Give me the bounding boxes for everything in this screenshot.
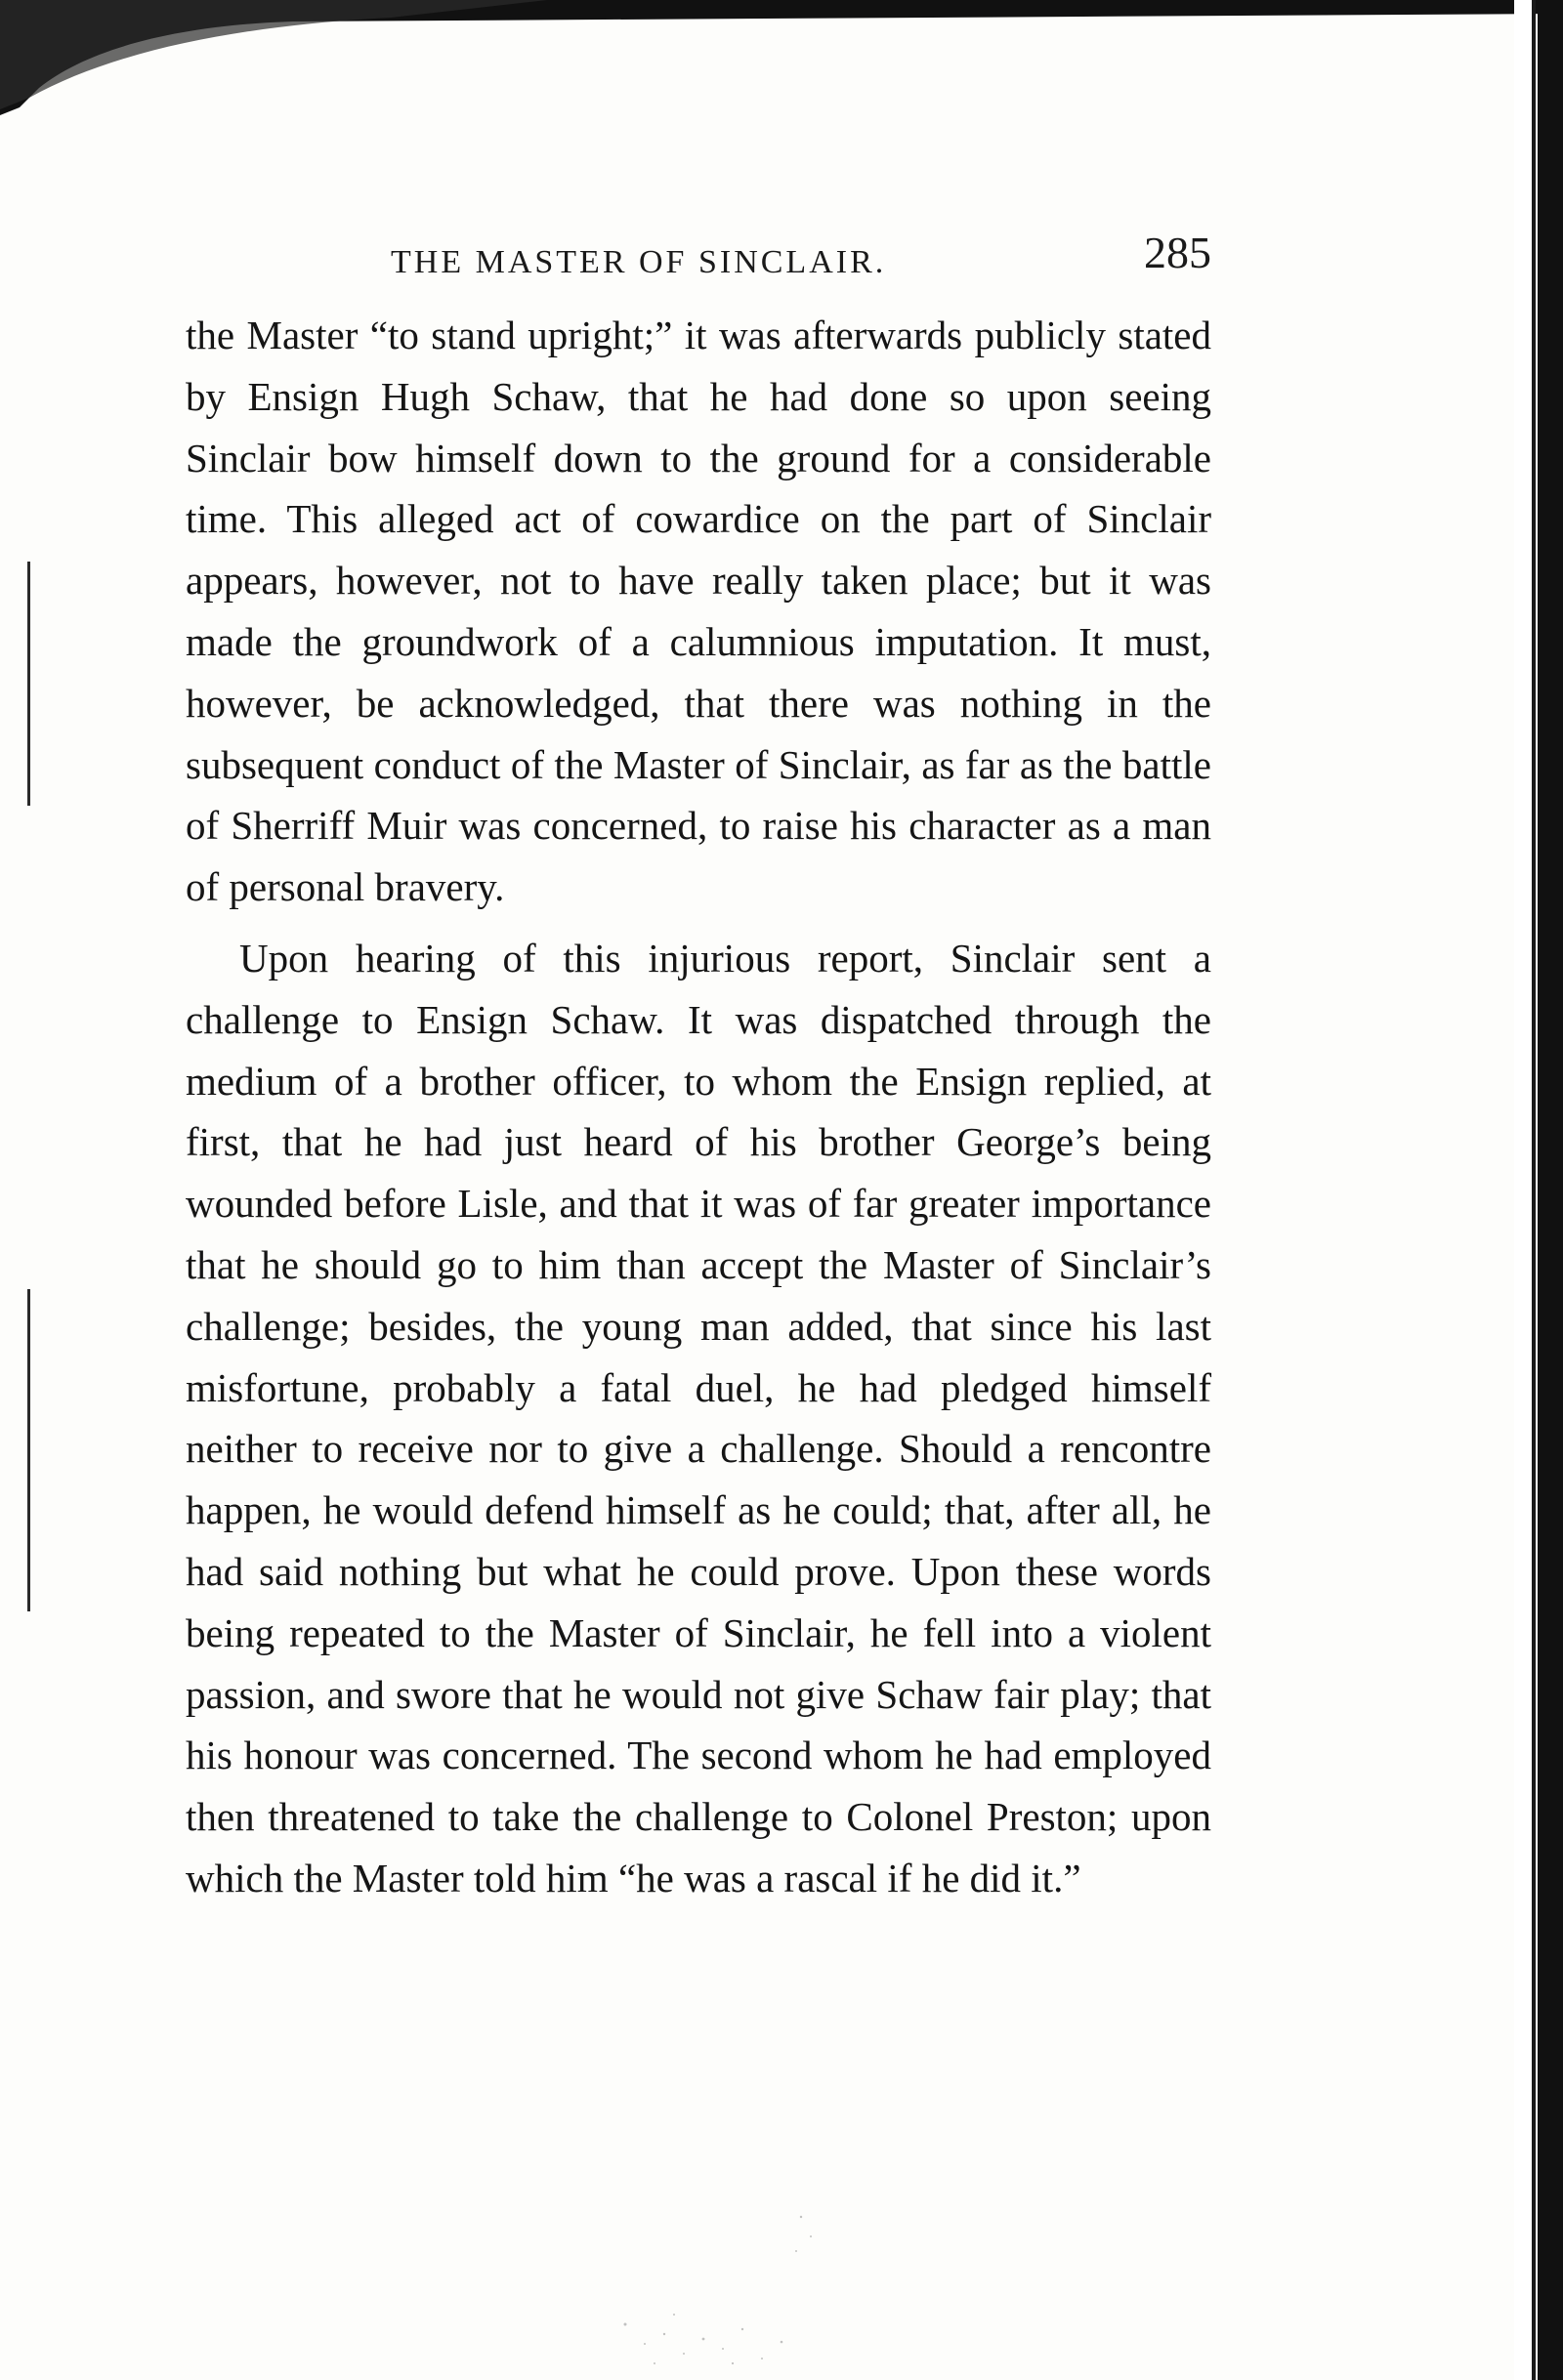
running-title: THE MASTER OF SINCLAIR. — [391, 244, 887, 280]
scan-shadow-top — [0, 0, 1563, 117]
scan-speckle — [586, 2178, 840, 2373]
margin-mark-2 — [27, 1289, 30, 1611]
body-text — [186, 305, 1211, 1909]
scan-shadow-right — [1514, 0, 1563, 2380]
paragraph-2: Upon hearing of this injurious report, Sinclair sent a challenge to Ensign Schaw. It was dispatched through the medium of a brother officer, to whom the Ensign replied, at first, that he had just heard of his brother George’s being wounded before Lisle, and that it was of far greater importance that he should go to him than accept the Master of Sinclair’s challenge; besides, the young man added, that since his last misfortune, probably a fatal duel, he had pledged himself neither to receive nor to give a challenge. Should a rencontre happen, he would defend himself as he could; that, after all, he had said nothing but what he could prove. Upon these words being repeated to the Master of Sinclair, he fell into a violent passion, and swore that he would not give Schaw fair play; that his honour was concerned. The second whom he had employed then threatened to take the challenge to Colonel Preston; upon which the Master told him “he was a rascal if he did it.” — [186, 935, 1211, 1900]
running-head — [186, 227, 1211, 295]
margin-mark-1 — [27, 562, 30, 806]
page-number: 285 — [1144, 228, 1211, 277]
paragraph-1: the Master “to stand upright;” it was afterwards publicly stated by Ensign Hugh Schaw, that he had done so upon seeing Sinclair bow himself down to the ground for a considerable time. This alleged act of cowardice on the part of Sinclair appears, however, not to have really taken place; but it was made the groundwork of a calumnious imputation. It must, however, be acknowledged, that there was nothing in the subsequent conduct of the Master of Sinclair, as far as the battle of Sherriff Muir was concerned, to raise his character as a man of personal bravery. — [186, 313, 1211, 910]
